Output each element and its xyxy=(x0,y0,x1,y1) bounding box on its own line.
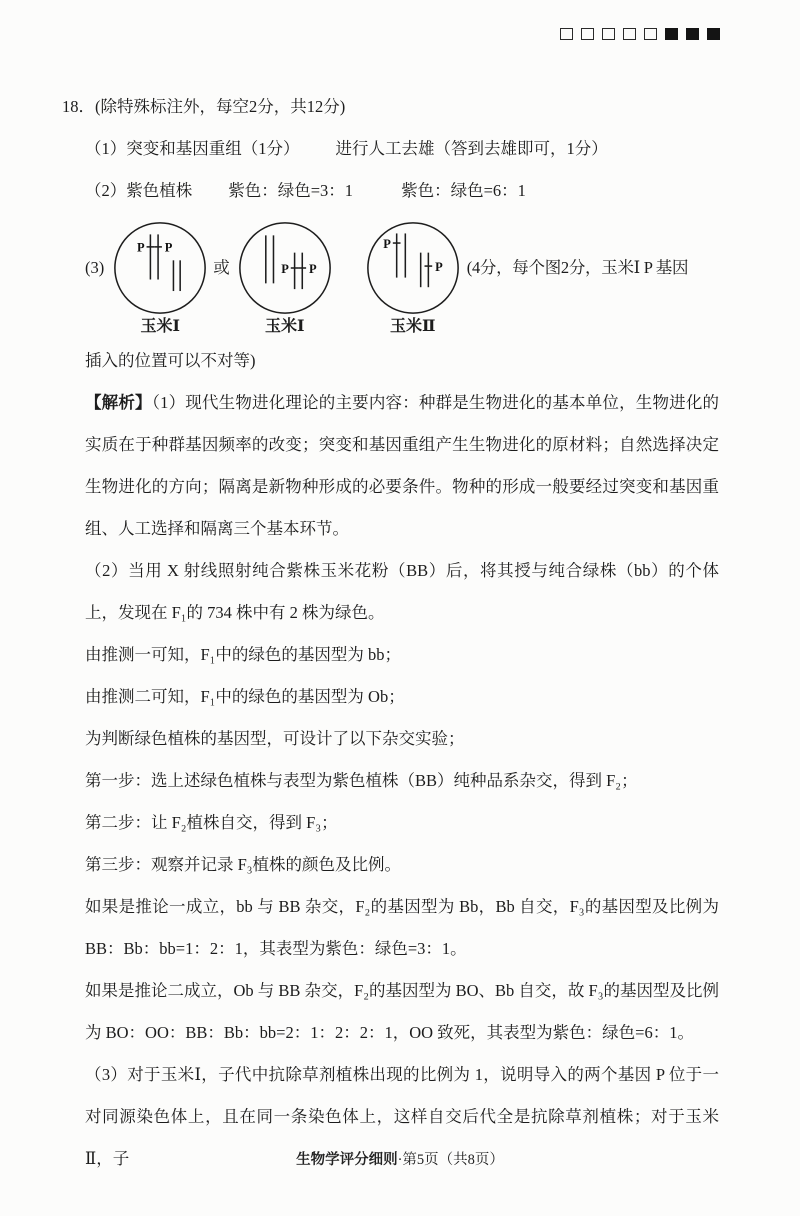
registration-mark-outline xyxy=(581,28,594,40)
page-footer xyxy=(0,1148,800,1169)
diagram-caption-corn1: 玉米Ⅰ xyxy=(140,318,180,335)
analysis-paragraph-3: 由推测一可知，F₁中的绿色的基因型为 bb； xyxy=(85,645,402,664)
analysis-paragraph-1 xyxy=(85,382,719,550)
answer-line-1 xyxy=(85,128,719,170)
analysis-paragraph-11: （3）对于玉米Ⅰ，子代中抗除草剂植株出现的比例为 1，说明导入的两个基因 P 位于一对同源染色体上，且在同一条染色体上，这样自交后代全是抗除草剂植株；对于玉米Ⅱ，子 xyxy=(85,1065,719,1168)
registration-marks xyxy=(560,28,720,40)
analysis-paragraph-7: 第二步：让 F₂植株自交，得到 F₃； xyxy=(85,813,338,832)
diagram-caption-corn1: 玉米Ⅰ xyxy=(265,318,305,335)
diagram-note-line2: 插入的位置可以不对等) xyxy=(85,351,256,370)
analysis-paragraph-4: 由推测二可知，F₁中的绿色的基因型为 Ob； xyxy=(85,687,405,706)
registration-mark-filled xyxy=(686,28,699,40)
analysis-paragraph-8: 第三步：观察并记录 F₃植株的颜色及比例。 xyxy=(85,855,402,874)
analysis-paragraph-2: （2）当用 X 射线照射纯合紫株玉米花粉（BB）后，将其授与纯合绿株（bb）的个体上，发现在 F₁的 734 株中有 2 株为绿色。 xyxy=(85,561,719,622)
content-area xyxy=(62,86,720,1180)
diagram-caption-corn2: 玉米Ⅱ xyxy=(390,318,436,335)
gene-label-p: P xyxy=(383,236,391,251)
analysis-paragraph-5: 为判断绿色植株的基因型，可设计了以下杂交实验； xyxy=(85,729,465,748)
cell-diagram-corn1-a xyxy=(112,220,208,338)
diagram-score-note: (4分，每个图2分，玉米Ⅰ P 基因 xyxy=(466,258,689,277)
answer-2-blank-2: 紫色：绿色=3：1 xyxy=(228,181,354,200)
footer-page-number: 第5页（共8页） xyxy=(402,1152,504,1168)
answer-1-blank-1: （1）突变和基因重组（1分） xyxy=(85,139,300,158)
gene-label-p: P xyxy=(434,259,443,274)
answer-2-blank-3: 紫色：绿色=6：1 xyxy=(401,181,526,200)
cell-diagram-corn1-b xyxy=(237,220,333,338)
gene-label-p: P xyxy=(165,240,173,255)
gene-label-p: P xyxy=(308,261,317,276)
registration-mark-outline xyxy=(623,28,636,40)
analysis-label: 【解析】 xyxy=(85,393,152,412)
footer-separator: · xyxy=(397,1152,403,1168)
registration-mark-filled xyxy=(665,28,678,40)
or-text: 或 xyxy=(213,258,230,277)
cell-membrane xyxy=(368,223,458,313)
cell-diagram-corn2-drawing xyxy=(365,220,461,316)
footer-document-title: 生物学评分细则 xyxy=(296,1152,398,1168)
question-intro: (除特殊标注外，每空2分，共12分) xyxy=(95,97,346,116)
question-number: 18． xyxy=(62,97,95,116)
registration-mark-filled xyxy=(707,28,720,40)
registration-mark-outline xyxy=(644,28,657,40)
registration-mark-outline xyxy=(560,28,573,40)
question-heading xyxy=(62,86,719,128)
analysis-paragraph-10: 如果是推论二成立，Ob 与 BB 杂交，F₂的基因型为 BO、Bb 自交，故 F₃的基因型及比例为 BO：OO：BB：Bb：bb=2：1：2：2：1，OO 致死，其表型为紫色：绿色=6：1。 xyxy=(85,981,719,1042)
answer-3-label: (3) xyxy=(85,258,105,277)
answer-line-2 xyxy=(85,170,719,212)
cell-diagram-corn1-a-drawing xyxy=(112,220,208,316)
answer-3-diagram-row xyxy=(85,220,719,340)
answer-1-blank-2: 进行人工去雄（答到去雄即可，1分） xyxy=(335,139,608,158)
gene-label-p: P xyxy=(137,240,145,255)
analysis-paragraph-9: 如果是推论一成立，bb 与 BB 杂交，F₂的基因型为 Bb，Bb 自交，F₃的基因型及比例为 BB：Bb：bb=1：2：1，其表型为紫色：绿色=3：1。 xyxy=(85,897,719,958)
answer-2-blank-1: （2）紫色植株 xyxy=(85,181,193,200)
gene-label-p: P xyxy=(280,261,289,276)
analysis-text-1: （1）现代生物进化理论的主要内容：种群是生物进化的基本单位，生物进化的实质在于种群基因频率的改变；突变和基因重组产生生物进化的原材料；自然选择决定生物进化的方向；隔离是新物种形成的必要条件。物种的形成一般要经过突变和基因重组、人工选择和隔离三个基本环节。 xyxy=(85,393,720,538)
analysis-paragraph-6: 第一步：选上述绿色植株与表型为紫色植株（BB）纯种品系杂交，得到 F₂； xyxy=(85,771,638,790)
registration-mark-outline xyxy=(602,28,615,40)
diagram-note-continued xyxy=(85,340,719,382)
cell-diagram-corn2 xyxy=(365,220,461,338)
cell-diagram-corn1-b-drawing xyxy=(237,220,333,316)
cell-membrane xyxy=(115,223,205,313)
